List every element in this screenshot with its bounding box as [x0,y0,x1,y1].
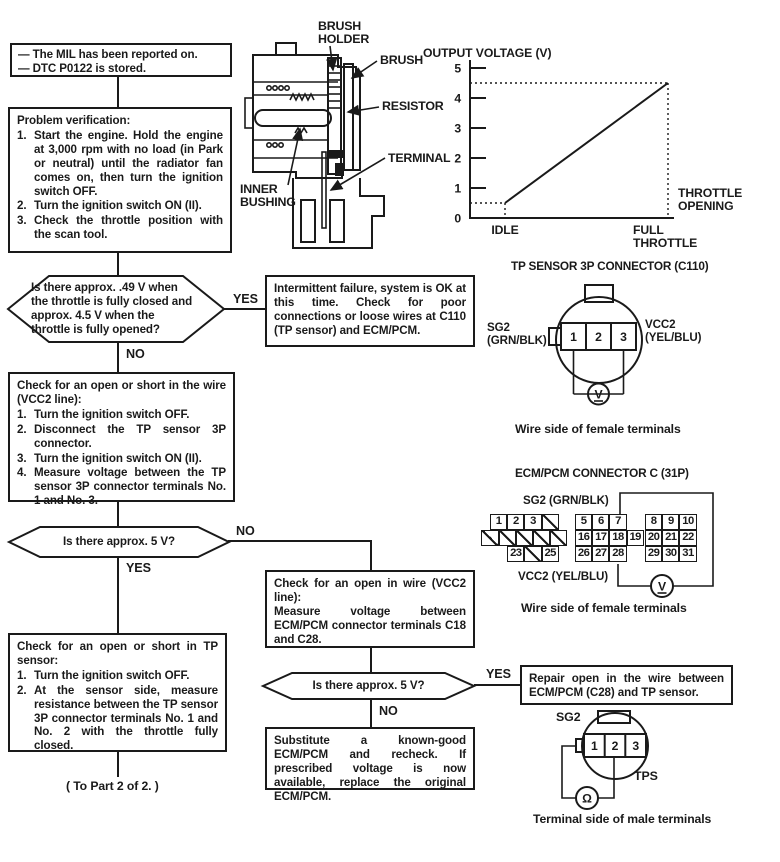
c110-pin-2: 2 [595,330,602,344]
vcc2-step-4: 4. Measure voltage between the TP sensor 3P connector terminals No. 1 and No. 3. [17,466,226,508]
substitute-ecm-box [265,727,475,803]
ecm-pin-5: 5 [575,514,592,530]
spring-small [295,128,307,133]
tp-step-1: 1. Turn the ignition switch OFF. [17,668,190,682]
open-wire-title: Check for an open in wire (VCC2 line): [274,577,466,604]
tps-sg2-label: SG2 [556,710,581,724]
line-decision2-no-h [228,540,372,542]
chart-title: OUTPUT VOLTAGE (V) [423,46,552,60]
svg-text:4: 4 [454,91,461,106]
housing-tab [276,43,296,55]
ecm-pin-blank [524,546,541,562]
connector-key-tab [585,285,613,302]
ecm-pin-29: 29 [645,546,662,562]
brush-comb [328,66,341,108]
resistor-label: RESISTOR [382,99,444,113]
to-part-2-label: ( To Part 2 of 2. ) [66,779,159,793]
ohmmeter-symbol: Ω [582,791,592,806]
ecm-title: ECM/PCM CONNECTOR C (31P) [515,466,689,480]
tps-label: TPS [634,769,658,783]
ecm-pin-21: 21 [662,530,679,546]
voltmeter-symbol: V [594,387,603,402]
inner-bushing-arrow [288,129,300,185]
vcc2-step-2: 2. Disconnect the TP sensor 3P connector. [17,422,226,450]
ecm-pin-9: 9 [662,514,679,530]
terminal-base [335,163,344,176]
line-decision2-yes [117,556,119,634]
problem-verification-box [8,107,232,253]
ohmmeter-wire-left [562,746,576,798]
svg-text:2: 2 [454,151,461,166]
ecm-pin-26: 26 [575,546,592,562]
vcc2-box-title: Check for an open or short in the wire (VCC2 line): [17,379,226,406]
svg-text:5: 5 [454,61,461,76]
decision3-yes-label: YES [486,667,511,681]
resistor-strip [344,64,353,170]
ecm-pin-8: 8 [645,514,662,530]
intermittent-text: Intermittent failure, system is OK at this time. Check for poor connections or loose wires at C110 (TP sensor) and ECM/PCM. [274,282,466,337]
decision-output-voltage [7,275,225,343]
ecm-pin-7: 7 [609,514,626,530]
decision2-no-label: NO [236,524,255,538]
line-tpbox-to-part2 [117,751,119,777]
repair-text: Repair open in the wire between ECM/PCM (C28) and TP sensor. [529,672,724,699]
c110-connector-drawing [480,280,780,445]
substitute-text: Substitute a known-good ECM/PCM and recheck. If prescribed voltage is now available, replace the original ECM/PCM. [274,734,466,803]
problem-step-3: 3. Check the throttle position with the scan tool. [17,214,223,242]
svg-text:0: 0 [454,211,461,226]
brush-contact [328,150,344,158]
connector-prong-right [330,200,344,242]
repair-open-box [520,665,733,705]
throttle-opening-label: THROTTLE [678,186,743,200]
sensor-shaft [255,110,331,126]
line-openwire-to-decision3 [370,647,372,673]
x-label-idle: IDLE [491,223,519,237]
ecm-pin-18: 18 [609,530,626,546]
open-wire-check-box [265,570,475,648]
problem-box-title: Problem verification: [17,114,131,127]
svg-text:3: 3 [454,121,461,136]
ecm-sg2-label: SG2 (GRN/BLK) [523,494,609,507]
decision1-yes-label: YES [233,292,258,306]
start-box [10,43,232,77]
vcc2-wire [618,564,651,586]
housing-left-boss [245,98,253,128]
decision-text: Is there approx. 5 V? [312,679,425,693]
ecm-pin-grid [482,514,712,564]
x-label-full-throttle: FULL [633,223,664,237]
connector-prong-left [301,200,315,242]
tps-pin-2: 2 [611,739,619,753]
c110-vcc2-label: VCC2 (YEL/BLU) [645,318,702,345]
problem-step-1: 1. Start the engine. Hold the engine at 3,000 rpm with no load (in Park or neutral) until the radiator fan comes on, then turn the ignition switch OFF. [17,128,223,198]
ecm-pin-blank [542,514,559,530]
brush-label: BRUSH [380,53,424,67]
ecm-pin-25: 25 [542,546,559,562]
output-voltage-chart [420,40,780,255]
vcc2-check-box [8,372,235,508]
ecm-pin-blank [533,530,550,546]
tp-sensor-check-box [8,633,227,752]
ecm-vcc2-label: VCC2 (YEL/BLU) [518,570,609,583]
c110-caption: Wire side of female terminals [515,422,681,436]
line-decision3-no [370,699,372,728]
decision-text: Is there approx. .49 V when the throttle is fully closed and approx. 4.5 V when the throttle is fully opened? [31,281,193,336]
tp-box-title: Check for an open or short in TP sensor: [17,640,218,667]
line-decision1-yes [224,308,265,310]
ecm-pin-23: 23 [507,546,524,562]
ecm-pin-blank [499,530,516,546]
tps-caption: Terminal side of male terminals [533,812,712,826]
connector-shroud [293,178,384,248]
ecm-pin-27: 27 [592,546,609,562]
tps-pin-3: 3 [632,739,640,753]
decision3-no-label: NO [379,704,398,718]
ecm-pin-6: 6 [592,514,609,530]
line-start-to-problem [117,77,119,107]
ecm-pin-16: 16 [575,530,592,546]
ecm-pin-3: 3 [524,514,541,530]
ecm-pin-17: 17 [592,530,609,546]
ecm-pin-1: 1 [490,514,507,530]
line-problem-to-decision1 [117,253,119,276]
brush-holder-label: BRUSH [318,19,362,33]
output-voltage-line [505,83,668,203]
ecm-pin-20: 20 [645,530,662,546]
decision-5v-first [8,526,230,558]
voltmeter-symbol: V [657,579,667,594]
inner-bushing-label: INNER [240,182,278,196]
tps-connector-drawing [540,703,730,823]
decision-5v-second [262,672,475,700]
ecm-pin-2: 2 [507,514,524,530]
line-decision3-yes [474,684,520,686]
problem-step-2: 2. Turn the ignition switch ON (II). [17,199,202,213]
open-wire-text: Measure voltage between ECM/PCM connector terminals C18 and C28. [274,604,466,646]
line-decision2-no-v [370,540,372,571]
tp-step-2: 2. At the sensor side, measure resistance between the TP sensor 3P connector terminals No. 1 and No. 2 with the throttle fully closed. [17,683,218,753]
ecm-pin-blank [516,530,533,546]
brush-holder-label-2: HOLDER [318,32,370,46]
inner-bushing-label-2: BUSHING [240,195,296,209]
terminal-label: TERMINAL [388,151,451,165]
ecm-pin-blank [481,530,498,546]
throttle-opening-label: OPENING [678,199,734,213]
x-label-full-throttle: THROTTLE [633,236,698,250]
ecm-pin-19: 19 [627,530,644,546]
c110-title: TP SENSOR 3P CONNECTOR (C110) [511,259,709,273]
svg-text:1: 1 [454,181,461,196]
decision-text: Is there approx. 5 V? [63,535,175,549]
ecm-pin-10: 10 [679,514,696,530]
decision1-no-label: NO [126,347,145,361]
ecm-pin-31: 31 [679,546,696,562]
intermittent-failure-box [265,275,475,347]
c110-pin-3: 3 [620,330,627,344]
decision2-yes-label: YES [126,561,151,575]
vcc2-step-3: 3. Turn the ignition switch ON (II). [17,451,202,465]
connector-left-tab [549,328,561,345]
start-box-line2: — DTC P0122 is stored. [18,61,146,75]
start-box-line1: — The MIL has been reported on. [18,48,198,61]
terminal-pin [322,152,326,228]
ecm-pin-28: 28 [609,546,626,562]
ecm-caption: Wire side of female terminals [521,601,687,615]
ecm-pin-30: 30 [662,546,679,562]
tps-pin-1: 1 [590,739,598,753]
ecm-pin-22: 22 [679,530,696,546]
c110-pin-1: 1 [570,330,577,344]
vcc2-step-1: 1. Turn the ignition switch OFF. [17,407,190,421]
ecm-pin-blank [550,530,567,546]
line-decision1-no [117,342,119,373]
c110-sg2-label: SG2 (GRN/BLK) [487,321,547,348]
